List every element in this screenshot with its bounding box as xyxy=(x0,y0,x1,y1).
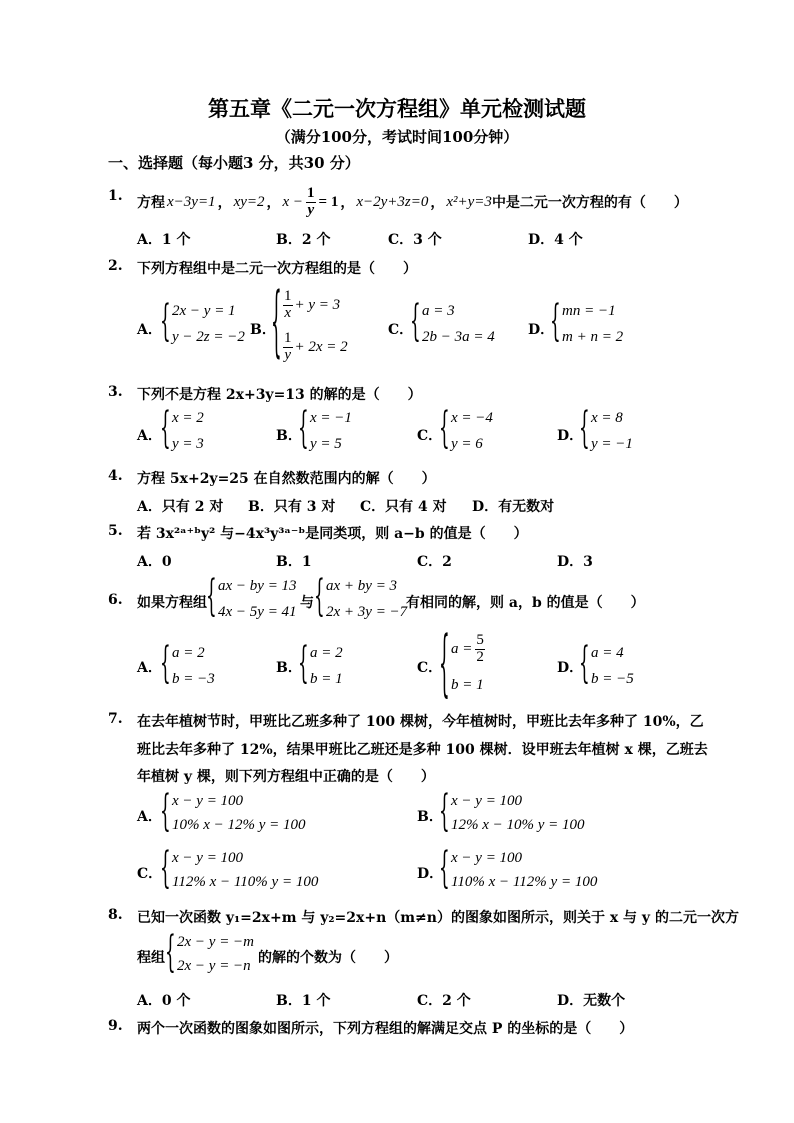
q1-eq1: x−3y=1 xyxy=(167,193,216,210)
brace-icon: { xyxy=(160,785,171,836)
q4-option-a[interactable]: A．只有 2 对 xyxy=(137,499,224,515)
q8-option-b[interactable]: B．1 个 xyxy=(276,993,331,1009)
q4-stem: 方程 5x+2y=25 在自然数范围内的解（ ） xyxy=(137,471,436,487)
brace-icon: { xyxy=(160,402,171,453)
q1-eq3-pre: x − xyxy=(282,193,304,210)
q1-eq5: x²+y=3 xyxy=(446,193,492,210)
q7-option-c-label[interactable]: C． xyxy=(137,866,163,882)
brace-icon: { xyxy=(271,276,282,367)
q8-option-a[interactable]: A．0 个 xyxy=(137,993,191,1009)
q4-option-d[interactable]: D．有无数对 xyxy=(472,499,555,515)
q6-option-c-label[interactable]: C． xyxy=(417,660,443,676)
exam-page: 第五章《二元一次方程组》单元检测试题 （满分100分，考试时间100分钟） 一、选择题（每小题3 分，共30 分） 1. 方程 x−3y=1 ， xy=2 ， x − $\frac{1}{y}$ = 1 ， x−2y+3z=0 ， x²+y=3 中是二元一次方程的有（ ） A．1 个 B．2 个 C．3 个 D．4 个 2. 下列方程组中是二元一次方程组的是（ ） A． { 2x − y = 1 y − 2z = −2 B． { $\frac{1}{x}$ + y = 3 $\frac{1}{y}$ + 2x = 2 C． { a = 3 2b − 3a = 4 D． { mn = −1 m + n = 2 3. 下列不是方程 2x+3y=13 的解的是（ ） A． { x = 2 y = 3 B． { x = −1 y = 5 C． { x = −4 y = 6 D． { x = 8 y = −1 4. 方程 5x+2y=25 在自然数范围内的解（ ） A．只有 2 对 B．只有 3 对 C．只有 4 对 D．有无数对 5. 若 3x²ᵃ⁺ᵇy² 与−4x³y³ᵃ⁻ᵇ是同类项，则 a−b 的值是（ ） A．0 B．1 C．2 D．3 6. 如果方程组 { ax − by = 13 4x − 5y = 41 与 { ax + by = 3 2x + 3y = −7 有相同的解，则 a，b 的值是（ ） A． { a = 2 b = −3 B． { a = 2 b = 1 C． { a = $\frac{5}{2}$ b = 1 D． { a = 4 b = −5 7. 在去年植树节时，甲班比乙班多种了 100 棵树，今年植树时，甲班比去年多种了 10%，乙 班比去年多种了 12%，结果甲班比乙班还是多种 100 棵树．设甲班去年植树 x 棵，乙班去 年植树 y 棵，则下列方程组中正确的是（ ） A． { x − y = 100 10% x − 12% y = 100 B． { x − y = 100 12% x − 10% y = 100 C． { x − y = 100 112% x − 110% y = 100 D． { x − y = 100 110% x − 112% y = 100 8. 已知一次函数 y₁=2x+m 与 y₂=2x+n（m≠n）的图象如图所示，则关于 x 与 y 的二元一次方 程组 { 2x − y = −m 2x − y = −n 的解的个数为（ ） A．0 个 B．1 个 C．2 个 D．无数个 9. 两个一次函数的图象如图所示，下列方程组的解满足交点 P 的坐标的是（ ） xyxy=(0,0,794,1123)
q7-line-2: 班比去年多种了 12%，结果甲班比乙班还是多种 100 棵树．设甲班去年植树 x 棵，乙班去 xyxy=(137,742,708,758)
q3-option-d-label[interactable]: D． xyxy=(557,428,584,444)
q3-number: 3. xyxy=(108,384,123,400)
q9-stem: 两个一次函数的图象如图所示，下列方程组的解满足交点 P 的坐标的是（ ） xyxy=(137,1021,634,1037)
q2-option-b-label[interactable]: B． xyxy=(250,322,276,338)
brace-icon: { xyxy=(160,295,171,346)
q3-option-a-label[interactable]: A． xyxy=(137,428,162,444)
q1-eq3-fraction: $\frac{1}{y}$ xyxy=(307,184,315,218)
q6-post: 有相同的解，则 a，b 的值是（ ） xyxy=(406,595,645,611)
q6-mid: 与 xyxy=(300,595,314,611)
q7-line-1: 在去年植树节时，甲班比乙班多种了 100 棵树，今年植树时，甲班比去年多种了 10%，乙 xyxy=(137,714,704,730)
q2-stem: 下列方程组中是二元一次方程组的是（ ） xyxy=(137,261,417,277)
q1-post: 中是二元一次方程的有（ ） xyxy=(491,195,688,211)
brace-icon: { xyxy=(439,785,450,836)
q5-option-c[interactable]: C．2 xyxy=(417,554,452,570)
q5-stem: 若 3x²ᵃ⁺ᵇy² 与−4x³y³ᵃ⁻ᵇ是同类项，则 a−b 的值是（ ） xyxy=(137,526,528,542)
q8-option-c[interactable]: C．2 个 xyxy=(417,993,471,1009)
q5-number: 5. xyxy=(108,523,123,539)
q8-option-d[interactable]: D．无数个 xyxy=(557,993,626,1009)
brace-icon: { xyxy=(160,637,171,688)
q6-option-a-label[interactable]: A． xyxy=(137,660,162,676)
q2-option-a-label[interactable]: A． xyxy=(137,322,162,338)
brace-icon: { xyxy=(439,842,450,893)
q2-option-c-label[interactable]: C． xyxy=(388,322,414,338)
brace-icon: { xyxy=(165,926,176,977)
q1-eq2: xy=2 xyxy=(233,193,265,210)
q9-number: 9. xyxy=(108,1018,123,1034)
q1-option-c[interactable]: C．3 个 xyxy=(388,232,442,248)
brace-icon: { xyxy=(298,637,309,688)
q6-pre: 如果方程组 xyxy=(137,595,207,611)
section-heading: 一、选择题（每小题3 分，共30 分） xyxy=(108,154,360,172)
page-title: 第五章《二元一次方程组》单元检测试题 xyxy=(208,96,586,121)
q5-option-b[interactable]: B．1 xyxy=(276,554,312,570)
q3-stem: 下列不是方程 2x+3y=13 的解的是（ ） xyxy=(137,387,422,403)
q2-option-d-label[interactable]: D． xyxy=(528,322,555,338)
q1-pre: 方程 xyxy=(137,195,165,211)
q7-line-3: 年植树 y 棵，则下列方程组中正确的是（ ） xyxy=(137,769,435,785)
q4-option-c[interactable]: C．只有 4 对 xyxy=(360,499,447,515)
brace-icon: { xyxy=(298,402,309,453)
brace-icon: { xyxy=(160,842,171,893)
q7-option-a-label[interactable]: A． xyxy=(137,809,162,825)
q6-option-b-label[interactable]: B． xyxy=(276,660,302,676)
brace-icon: { xyxy=(206,570,217,621)
q8-line-1: 已知一次函数 y₁=2x+m 与 y₂=2x+n（m≠n）的图象如图所示，则关于 x 与 y 的二元一次方 xyxy=(137,910,739,926)
q8-number: 8. xyxy=(108,907,123,923)
q1-option-b[interactable]: B．2 个 xyxy=(276,232,331,248)
brace-icon: { xyxy=(579,637,590,688)
q5-option-a[interactable]: A．0 xyxy=(137,554,172,570)
q1-eq3-post: = 1 xyxy=(318,193,339,210)
q1-option-d[interactable]: D．4 个 xyxy=(528,232,583,248)
brace-icon: { xyxy=(439,621,450,705)
brace-icon: { xyxy=(314,570,325,621)
q3-option-b-label[interactable]: B． xyxy=(276,428,302,444)
q8-post: 的解的个数为（ ） xyxy=(258,950,398,966)
q4-number: 4. xyxy=(108,468,123,484)
q1-option-a[interactable]: A．1 个 xyxy=(137,232,191,248)
brace-icon: { xyxy=(410,295,421,346)
q3-option-c-label[interactable]: C． xyxy=(417,428,443,444)
brace-icon: { xyxy=(579,402,590,453)
q7-option-b-label[interactable]: B． xyxy=(417,809,443,825)
brace-icon: { xyxy=(439,402,450,453)
q1-stem: 方程 x−3y=1 ， xy=2 ， x − $\frac{1}{y}$ = 1 ， x−2y+3z=0 ， x²+y=3 中是二元一次方程的有（ ） xyxy=(137,184,688,218)
q1-number: 1. xyxy=(108,188,123,204)
q8-pre: 程组 xyxy=(137,950,165,966)
q6-option-d-label[interactable]: D． xyxy=(557,660,584,676)
q2-number: 2. xyxy=(108,258,123,274)
q5-option-d[interactable]: D．3 xyxy=(557,554,593,570)
brace-icon: { xyxy=(550,295,561,346)
q7-option-d-label[interactable]: D． xyxy=(417,866,444,882)
q7-number: 7. xyxy=(108,711,123,727)
page-subtitle: （满分100分，考试时间100分钟） xyxy=(275,128,519,146)
q6-number: 6. xyxy=(108,592,123,608)
q1-eq4: x−2y+3z=0 xyxy=(356,193,429,210)
q4-option-b[interactable]: B．只有 3 对 xyxy=(248,499,336,515)
